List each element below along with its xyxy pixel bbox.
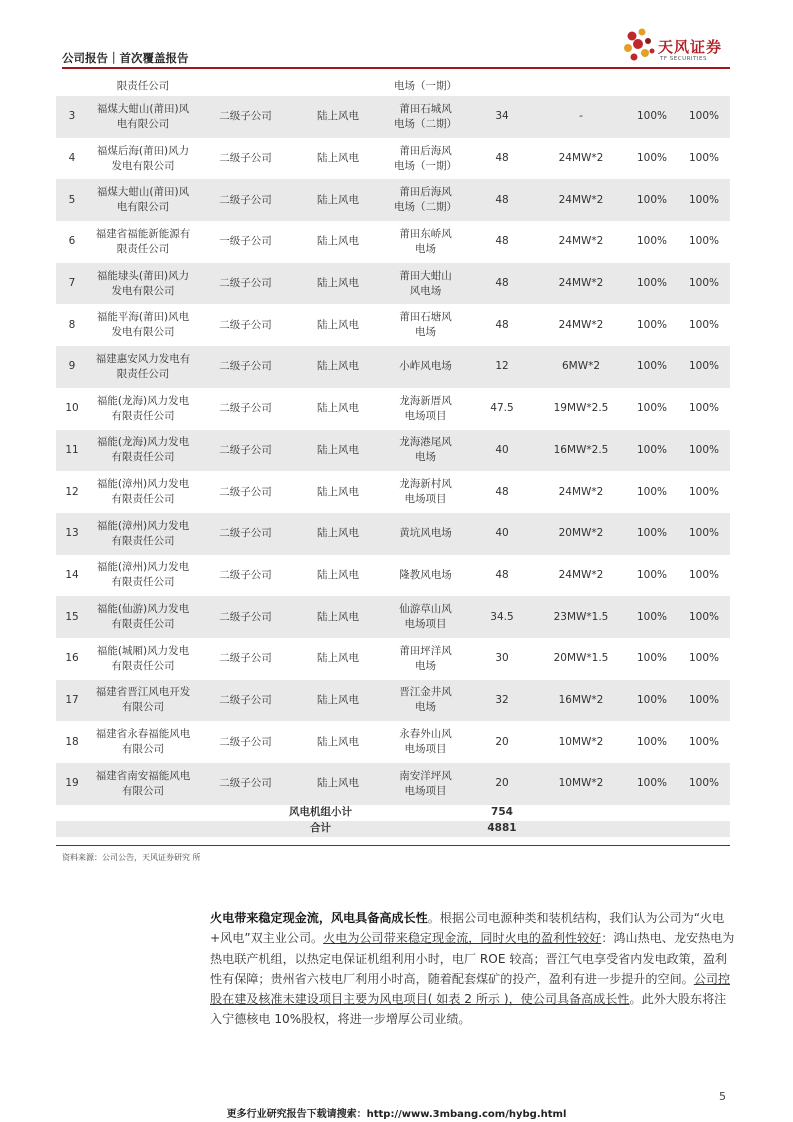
cell-company: 限责任公司 <box>88 76 198 96</box>
cell-capacity: 48 <box>468 471 536 513</box>
table-row <box>56 763 730 805</box>
cell-units: 16MW*2.5 <box>536 430 626 472</box>
cell-share-1: 100% <box>626 96 678 138</box>
cell-capacity: 40 <box>468 430 536 472</box>
report-header-title: 公司报告｜首次覆盖报告 <box>62 51 189 65</box>
cell-company-line: 福煤后海(莆田)风力 <box>96 144 190 157</box>
analysis-paragraph <box>210 908 735 1030</box>
cell-level: 二级子公司 <box>198 680 293 722</box>
table-row-continuation <box>56 76 730 96</box>
cell-company-line: 有限公司 <box>122 743 164 756</box>
cell-capacity: 12 <box>468 346 536 388</box>
summary-value: 754 <box>468 805 536 821</box>
cell-project <box>383 596 468 638</box>
table-row <box>56 596 730 638</box>
table-row <box>56 179 730 221</box>
cell-company-line: 福能平海(莆田)风电 <box>96 311 190 324</box>
cell-share-1: 100% <box>626 263 678 305</box>
table-row <box>56 638 730 680</box>
cell-project-line: 龙海新厝风 <box>399 394 452 407</box>
cell-project-line: 晋江金井风 <box>399 686 452 699</box>
cell-company-line: 福建省永春福能风电 <box>95 728 191 741</box>
cell-project-line: 电场 <box>415 326 436 339</box>
table-row <box>56 346 730 388</box>
cell-type: 陆上风电 <box>293 346 383 388</box>
cell-company-line: 福建省晋江风电开发 <box>95 686 191 699</box>
cell-company-line: 福能(仙游)风力发电 <box>96 603 190 616</box>
summary-label: 风电机组小计 <box>198 805 383 821</box>
cell-company <box>88 263 198 305</box>
cell-capacity: 48 <box>468 138 536 180</box>
cell-project-line: 黄坑风电场 <box>399 527 452 540</box>
cell-project-line: 电场 <box>415 451 436 464</box>
cell-no: 3 <box>56 96 88 138</box>
cell-capacity: 34 <box>468 96 536 138</box>
cell-type: 陆上风电 <box>293 304 383 346</box>
cell-capacity: 32 <box>468 680 536 722</box>
summary-value: 4881 <box>468 821 536 837</box>
cell-share-1: 100% <box>626 763 678 805</box>
table-row <box>56 138 730 180</box>
cell-company <box>88 471 198 513</box>
cell-company-line: 福建省南安福能风电 <box>95 769 191 782</box>
cell-units: 24MW*2 <box>536 138 626 180</box>
cell-units: 24MW*2 <box>536 471 626 513</box>
cell-project-line: 电场（二期） <box>394 117 457 130</box>
wind-power-projects-table <box>56 76 730 837</box>
cell-no: 8 <box>56 304 88 346</box>
cell-project: 电场（一期） <box>383 76 468 96</box>
cell-level: 一级子公司 <box>198 221 293 263</box>
para-bold-lead: 火电带来稳定现金流，风电具备高成长性 <box>210 911 428 925</box>
cell-project <box>383 179 468 221</box>
cell-share-1: 100% <box>626 596 678 638</box>
cell-share-1: 100% <box>626 388 678 430</box>
cell-company-line: 有限责任公司 <box>111 576 175 589</box>
cell-share-2: 100% <box>678 388 730 430</box>
cell-no: 11 <box>56 430 88 472</box>
cell-company <box>88 96 198 138</box>
cell-share-2: 100% <box>678 763 730 805</box>
cell-company-line: 福能(漳州)风力发电 <box>96 519 190 532</box>
cell-capacity: 48 <box>468 304 536 346</box>
cell-company-line: 福煤大蚶山(莆田)风 <box>96 186 190 199</box>
cell-level: 二级子公司 <box>198 596 293 638</box>
cell-capacity: 30 <box>468 638 536 680</box>
cell-share-1: 100% <box>626 638 678 680</box>
cell-project-line: 莆田后海风 <box>399 144 452 157</box>
cell-level: 二级子公司 <box>198 513 293 555</box>
cell-share-2: 100% <box>678 221 730 263</box>
cell-type: 陆上风电 <box>293 138 383 180</box>
cell-company <box>88 388 198 430</box>
cell-project-line: 莆田后海风 <box>399 186 452 199</box>
cell-capacity: 48 <box>468 179 536 221</box>
cell-type: 陆上风电 <box>293 471 383 513</box>
cell-units: 24MW*2 <box>536 221 626 263</box>
cell-project-line: 电场 <box>415 701 436 714</box>
cell-project <box>383 513 468 555</box>
table-row <box>56 388 730 430</box>
cell-capacity: 20 <box>468 721 536 763</box>
cell-project <box>383 471 468 513</box>
cell-project-line: 电场项目 <box>404 409 447 422</box>
cell-level: 二级子公司 <box>198 763 293 805</box>
cell-type: 陆上风电 <box>293 638 383 680</box>
cell-project-line: 电场项目 <box>404 618 447 631</box>
logo-chinese-text: 天风证券 <box>658 38 723 56</box>
para-underline-2: 公司控股在建及核准未建设项目主要为风电项目( 如表 2 所示 )，使公司具备高成长性 <box>210 971 731 1007</box>
cell-project <box>383 638 468 680</box>
cell-company <box>88 304 198 346</box>
cell-company-line: 发电有限公司 <box>111 159 175 172</box>
cell-type: 陆上风电 <box>293 513 383 555</box>
cell-share-2: 100% <box>678 638 730 680</box>
cell-level: 二级子公司 <box>198 430 293 472</box>
para-text-1: 。根据公司电源种类和装机结构，我们认为公司为“火电+风电”双主业公司。 <box>210 911 725 946</box>
cell-company-line: 有限公司 <box>122 701 164 714</box>
cell-share-2: 100% <box>678 513 730 555</box>
cell-no: 18 <box>56 721 88 763</box>
cell-units: 24MW*2 <box>536 555 626 597</box>
cell-units: 20MW*1.5 <box>536 638 626 680</box>
cell-project-line: 莆田石城风 <box>399 102 452 115</box>
cell-share-2: 100% <box>678 346 730 388</box>
cell-share-2: 100% <box>678 680 730 722</box>
cell-capacity: 48 <box>468 263 536 305</box>
cell-company-line: 有限责任公司 <box>111 659 175 672</box>
cell-level: 二级子公司 <box>198 138 293 180</box>
cell-project <box>383 555 468 597</box>
subtotal-row <box>56 805 730 821</box>
cell-company-line: 限责任公司 <box>116 367 170 380</box>
table-row <box>56 96 730 138</box>
cell-no: 7 <box>56 263 88 305</box>
cell-type: 陆上风电 <box>293 179 383 221</box>
logo-english-text: TF SECURITIES <box>660 56 707 62</box>
cell-company-line: 福建惠安风力发电有 <box>95 352 191 365</box>
cell-level: 二级子公司 <box>198 471 293 513</box>
cell-project-line: 电场 <box>415 242 436 255</box>
cell-level: 二级子公司 <box>198 555 293 597</box>
cell-capacity: 20 <box>468 763 536 805</box>
cell-no: 13 <box>56 513 88 555</box>
cell-no: 17 <box>56 680 88 722</box>
cell-project-line: 隆教风电场 <box>399 568 452 581</box>
cell-company-line: 福能(漳州)风力发电 <box>96 478 190 491</box>
summary-label: 合计 <box>198 821 383 837</box>
cell-company <box>88 346 198 388</box>
table-row <box>56 263 730 305</box>
cell-type: 陆上风电 <box>293 680 383 722</box>
cell-project-line: 电场项目 <box>404 493 447 506</box>
cell-no: 19 <box>56 763 88 805</box>
cell-company <box>88 179 198 221</box>
cell-project-line: 电场（一期） <box>394 159 457 172</box>
table-row <box>56 304 730 346</box>
cell-project <box>383 721 468 763</box>
cell-type: 陆上风电 <box>293 96 383 138</box>
cell-level: 二级子公司 <box>198 638 293 680</box>
cell-no: 6 <box>56 221 88 263</box>
cell-no: 10 <box>56 388 88 430</box>
source-note: 资料来源：公司公告，天风证券研究 所 <box>62 853 201 862</box>
cell-units: - <box>536 96 626 138</box>
cell-company <box>88 221 198 263</box>
cell-type: 陆上风电 <box>293 263 383 305</box>
cell-project <box>383 221 468 263</box>
cell-no: 9 <box>56 346 88 388</box>
cell-project <box>383 388 468 430</box>
cell-share-1: 100% <box>626 555 678 597</box>
cell-units: 23MW*1.5 <box>536 596 626 638</box>
para-text-3: 。此外大股东将注入宁德核电 10%股权，将进一步增厚公司业绩。 <box>210 992 727 1027</box>
cell-level: 二级子公司 <box>198 96 293 138</box>
footer-download-link[interactable]: 更多行业研究报告下载请搜索：http://www.3mbang.com/hybg.html <box>226 1109 567 1120</box>
cell-project-line: 莆田石塘风 <box>399 311 452 324</box>
cell-share-2: 100% <box>678 596 730 638</box>
cell-company-line: 福能(龙海)风力发电 <box>96 436 190 449</box>
table-row <box>56 513 730 555</box>
cell-level: 二级子公司 <box>198 179 293 221</box>
cell-project-line: 莆田大蚶山 <box>399 269 452 282</box>
cell-no: 4 <box>56 138 88 180</box>
total-row <box>56 821 730 837</box>
cell-units: 24MW*2 <box>536 263 626 305</box>
para-underline-1: 火电为公司带来稳定现金流，同时火电的盈利性较好 <box>323 931 602 946</box>
cell-company <box>88 638 198 680</box>
cell-share-2: 100% <box>678 179 730 221</box>
cell-project-line: 电场 <box>415 659 436 672</box>
para-text-2: ：鸿山热电、龙安热电为热电联产机组，以热定电保证机组利用小时，电厂 ROE 较高；晋江气电享受省内发电政策，盈利性有保障；贵州省六枝电厂利用小时高，随着配套煤矿的投产，盈利有进一步提升的空间。 <box>210 931 735 986</box>
cell-type: 陆上风电 <box>293 721 383 763</box>
cell-capacity: 47.5 <box>468 388 536 430</box>
cell-share-1: 100% <box>626 430 678 472</box>
cell-share-1: 100% <box>626 138 678 180</box>
cell-share-2: 100% <box>678 138 730 180</box>
cell-project <box>383 96 468 138</box>
cell-no: 15 <box>56 596 88 638</box>
cell-units: 16MW*2 <box>536 680 626 722</box>
cell-company-line: 福煤大蚶山(莆田)风 <box>96 102 190 115</box>
table-bottom-divider <box>56 845 730 846</box>
cell-project <box>383 138 468 180</box>
cell-type: 陆上风电 <box>293 430 383 472</box>
cell-project-line: 风电场 <box>409 284 442 297</box>
cell-project-line: 莆田东峤风 <box>399 227 452 240</box>
cell-company <box>88 763 198 805</box>
cell-share-1: 100% <box>626 179 678 221</box>
cell-units: 24MW*2 <box>536 179 626 221</box>
cell-share-1: 100% <box>626 346 678 388</box>
cell-units: 10MW*2 <box>536 721 626 763</box>
cell-project-line: 永春外山风 <box>399 728 452 741</box>
cell-project-line: 电场项目 <box>404 743 447 756</box>
cell-type: 陆上风电 <box>293 555 383 597</box>
cell-share-2: 100% <box>678 304 730 346</box>
cell-project-line: 南安洋坪风 <box>399 769 452 782</box>
cell-share-1: 100% <box>626 304 678 346</box>
cell-company-line: 有限责任公司 <box>111 534 175 547</box>
cell-company <box>88 721 198 763</box>
cell-project-line: 小岞风电场 <box>399 360 452 373</box>
table-row <box>56 221 730 263</box>
cell-capacity: 40 <box>468 513 536 555</box>
cell-company-line: 电有限公司 <box>116 201 170 214</box>
cell-company-line: 有限责任公司 <box>111 451 175 464</box>
cell-units: 19MW*2.5 <box>536 388 626 430</box>
cell-share-2: 100% <box>678 471 730 513</box>
cell-share-2: 100% <box>678 555 730 597</box>
cell-company-line: 发电有限公司 <box>111 284 175 297</box>
cell-project-line: 龙海港尾风 <box>399 436 452 449</box>
cell-type: 陆上风电 <box>293 763 383 805</box>
cell-company <box>88 555 198 597</box>
cell-capacity: 34.5 <box>468 596 536 638</box>
cell-project-line: 莆田坪洋风 <box>399 644 452 657</box>
page-number: 5 <box>719 1090 726 1103</box>
cell-company <box>88 513 198 555</box>
cell-company <box>88 430 198 472</box>
cell-type: 陆上风电 <box>293 388 383 430</box>
table-row <box>56 471 730 513</box>
cell-share-2: 100% <box>678 430 730 472</box>
cell-project-line: 龙海新村风 <box>399 478 452 491</box>
cell-company <box>88 680 198 722</box>
cell-capacity: 48 <box>468 555 536 597</box>
cell-level: 二级子公司 <box>198 388 293 430</box>
table-row <box>56 430 730 472</box>
cell-share-2: 100% <box>678 96 730 138</box>
cell-no: 16 <box>56 638 88 680</box>
cell-share-2: 100% <box>678 263 730 305</box>
cell-no: 12 <box>56 471 88 513</box>
cell-project-line: 电场（二期） <box>394 201 457 214</box>
cell-project <box>383 680 468 722</box>
cell-type: 陆上风电 <box>293 221 383 263</box>
cell-level: 二级子公司 <box>198 263 293 305</box>
cell-project <box>383 304 468 346</box>
cell-units: 24MW*2 <box>536 304 626 346</box>
cell-capacity: 48 <box>468 221 536 263</box>
cell-company-line: 福能(城厢)风力发电 <box>96 644 190 657</box>
cell-company <box>88 138 198 180</box>
table-row <box>56 680 730 722</box>
cell-project-line: 仙游草山风 <box>399 603 452 616</box>
cell-company <box>88 596 198 638</box>
cell-level: 二级子公司 <box>198 346 293 388</box>
cell-company-line: 有限责任公司 <box>111 409 175 422</box>
cell-company-line: 有限责任公司 <box>111 493 175 506</box>
cell-no: 5 <box>56 179 88 221</box>
cell-project <box>383 346 468 388</box>
cell-units: 6MW*2 <box>536 346 626 388</box>
cell-level: 二级子公司 <box>198 304 293 346</box>
cell-company-line: 福建省福能新能源有 <box>95 227 191 240</box>
cell-company-line: 有限责任公司 <box>111 618 175 631</box>
cell-project <box>383 430 468 472</box>
cell-company-line: 福能(漳州)风力发电 <box>96 561 190 574</box>
cell-share-1: 100% <box>626 513 678 555</box>
cell-company-line: 发电有限公司 <box>111 326 175 339</box>
cell-share-1: 100% <box>626 221 678 263</box>
cell-share-1: 100% <box>626 721 678 763</box>
table-row <box>56 555 730 597</box>
cell-units: 20MW*2 <box>536 513 626 555</box>
cell-company-line: 福能埭头(莆田)风力 <box>96 269 190 282</box>
cell-share-1: 100% <box>626 471 678 513</box>
cell-units: 10MW*2 <box>536 763 626 805</box>
cell-company-line: 电有限公司 <box>116 117 170 130</box>
cell-project-line: 电场项目 <box>404 784 447 797</box>
cell-share-1: 100% <box>626 680 678 722</box>
cell-company-line: 福能(龙海)风力发电 <box>96 394 190 407</box>
cell-project <box>383 263 468 305</box>
cell-type: 陆上风电 <box>293 596 383 638</box>
cell-no: 14 <box>56 555 88 597</box>
cell-company-line: 限责任公司 <box>116 242 170 255</box>
cell-level: 二级子公司 <box>198 721 293 763</box>
cell-company-line: 有限公司 <box>122 784 164 797</box>
cell-share-2: 100% <box>678 721 730 763</box>
cell-project <box>383 763 468 805</box>
table-row <box>56 721 730 763</box>
